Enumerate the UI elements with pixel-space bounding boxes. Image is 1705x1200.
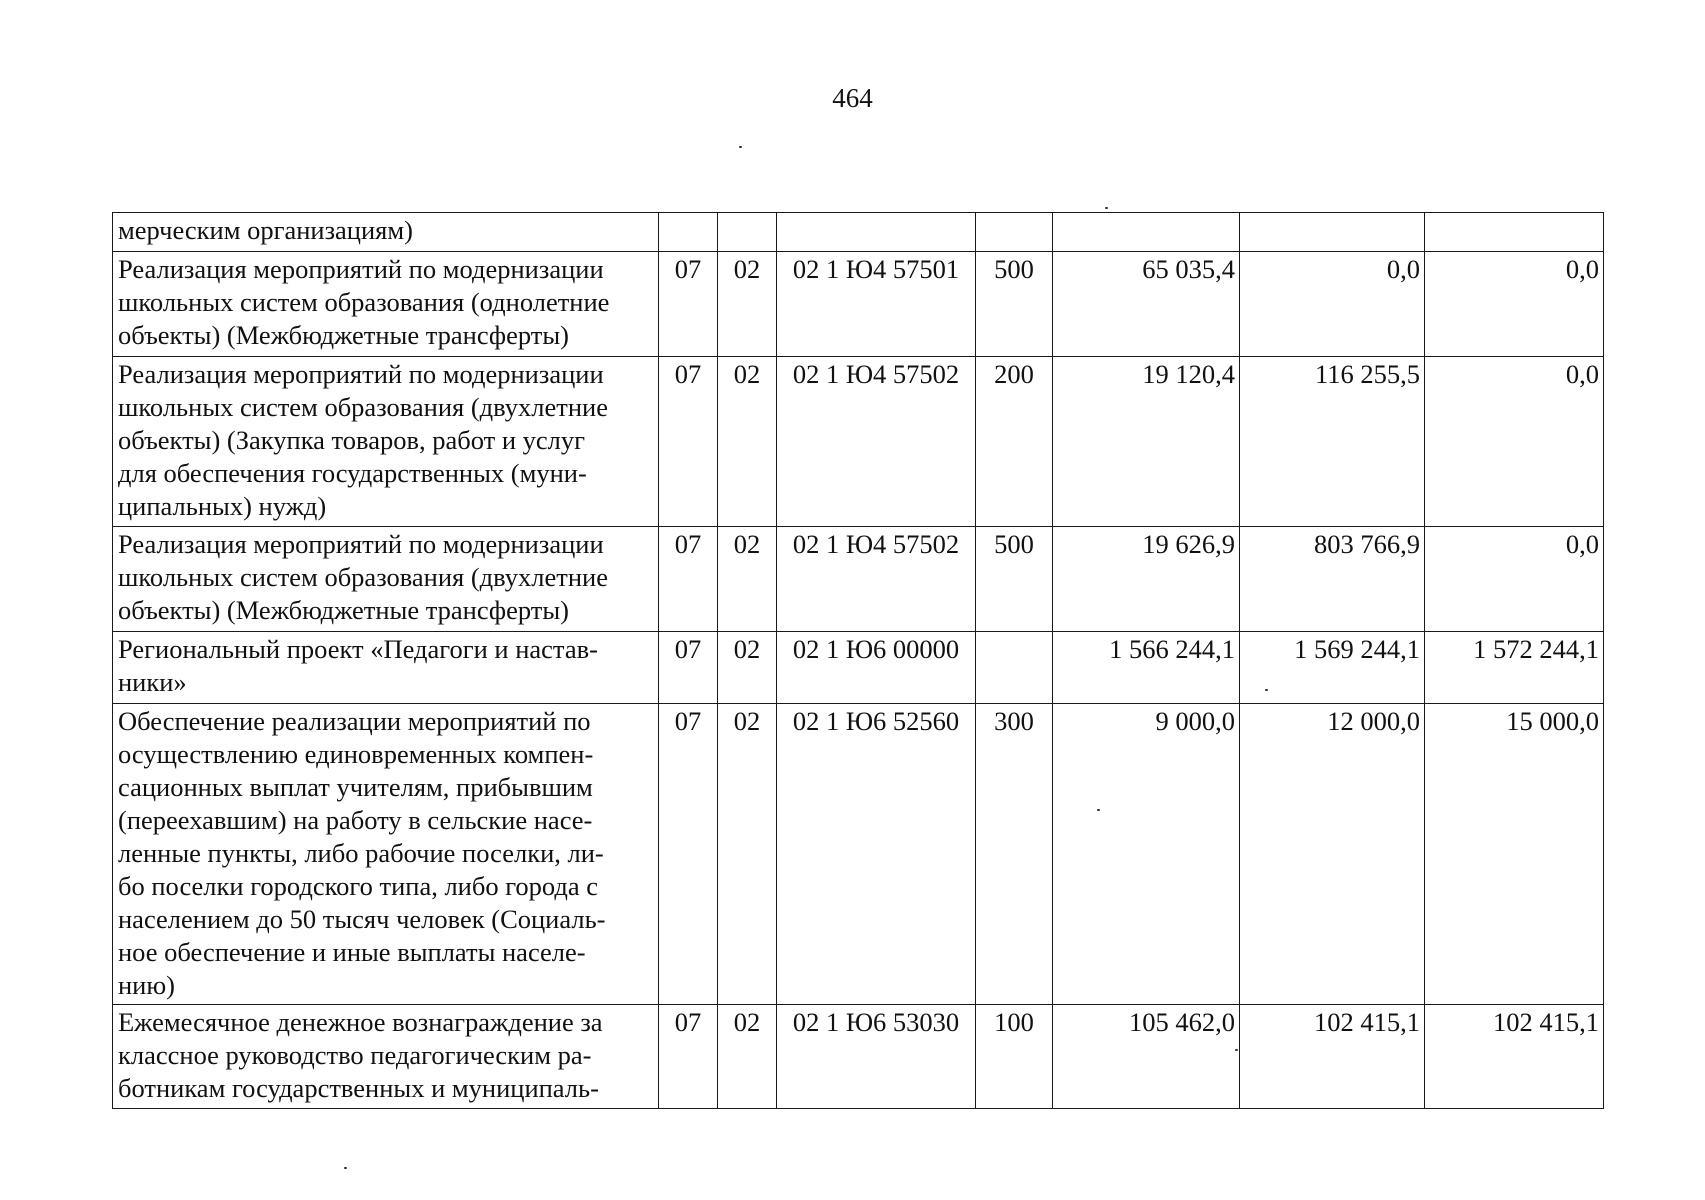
amount-year3-cell: 0,0 bbox=[1425, 527, 1604, 632]
expense-type-code-cell bbox=[976, 632, 1053, 704]
item-name-line: бо поселки городского типа, либо города с bbox=[118, 871, 599, 901]
expense-type-code-cell: 200 bbox=[976, 357, 1053, 527]
item-name-line: сационных выплат учителям, прибывшим bbox=[118, 772, 593, 802]
amount-year1-cell: 105 462,0 bbox=[1053, 1005, 1240, 1109]
item-name-line: объекты) (Закупка товаров, работ и услуг bbox=[118, 425, 585, 455]
section-code-cell: 07 bbox=[659, 1005, 718, 1109]
section-code-cell bbox=[659, 213, 718, 252]
subsection-code-cell: 02 bbox=[718, 527, 777, 632]
scan-speck bbox=[344, 1167, 347, 1169]
scan-speck bbox=[1105, 207, 1108, 209]
expense-type-code-cell bbox=[976, 213, 1053, 252]
expense-type-code-cell: 100 bbox=[976, 1005, 1053, 1109]
amount-year2-cell: 102 415,1 bbox=[1240, 1005, 1425, 1109]
item-name-line: Ежемесячное денежное вознаграждение за bbox=[118, 1007, 603, 1037]
section-code-cell: 07 bbox=[659, 357, 718, 527]
item-name-line: ное обеспечение и иные выплаты населе- bbox=[118, 937, 586, 967]
item-name-cell bbox=[113, 252, 659, 357]
amount-year1-cell: 19 120,4 bbox=[1053, 357, 1240, 527]
subsection-code-cell: 02 bbox=[718, 704, 777, 1005]
target-item-code-cell: 02 1 Ю6 52560 bbox=[777, 704, 976, 1005]
table-row bbox=[113, 632, 1604, 704]
table-body bbox=[113, 213, 1604, 1109]
item-name-line: Реализация мероприятий по модернизации bbox=[118, 254, 604, 284]
item-name-line: ники» bbox=[118, 667, 187, 697]
amount-year2-cell: 1 569 244,1 bbox=[1240, 632, 1425, 704]
table-row bbox=[113, 704, 1604, 1005]
item-name-line: школьных систем образования (однолетние bbox=[118, 287, 610, 317]
amount-year2-cell: 116 255,5 bbox=[1240, 357, 1425, 527]
budget-table bbox=[112, 212, 1604, 1109]
scan-speck bbox=[1235, 1049, 1238, 1051]
item-name-line: объекты) (Межбюджетные трансферты) bbox=[118, 320, 569, 350]
table-row bbox=[113, 1005, 1604, 1109]
section-code-cell: 07 bbox=[659, 252, 718, 357]
table-row bbox=[113, 213, 1604, 252]
table-row bbox=[113, 527, 1604, 632]
item-name-line: осуществлению единовременных компен- bbox=[118, 739, 594, 769]
item-name-line: школьных систем образования (двухлетние bbox=[118, 562, 608, 592]
subsection-code-cell bbox=[718, 213, 777, 252]
amount-year1-cell: 65 035,4 bbox=[1053, 252, 1240, 357]
amount-year3-cell: 0,0 bbox=[1425, 357, 1604, 527]
scan-speck bbox=[1265, 689, 1268, 691]
section-code-cell: 07 bbox=[659, 527, 718, 632]
target-item-code-cell: 02 1 Ю4 57502 bbox=[777, 357, 976, 527]
amount-year3-cell: 0,0 bbox=[1425, 252, 1604, 357]
item-name-line: объекты) (Межбюджетные трансферты) bbox=[118, 595, 569, 625]
item-name-line: школьных систем образования (двухлетние bbox=[118, 392, 608, 422]
item-name-line: Реализация мероприятий по модернизации bbox=[118, 359, 604, 389]
item-name-cell bbox=[113, 357, 659, 527]
amount-year3-cell bbox=[1425, 213, 1604, 252]
item-name-line: ботникам государственных и муниципаль- bbox=[118, 1073, 599, 1103]
item-name-cell bbox=[113, 213, 659, 252]
table-row bbox=[113, 357, 1604, 527]
item-name-cell bbox=[113, 1005, 659, 1109]
target-item-code-cell: 02 1 Ю6 53030 bbox=[777, 1005, 976, 1109]
item-name-line: классное руководство педагогическим ра- bbox=[118, 1040, 592, 1070]
amount-year1-cell bbox=[1053, 213, 1240, 252]
amount-year1-cell: 9 000,0 bbox=[1053, 704, 1240, 1005]
subsection-code-cell: 02 bbox=[718, 1005, 777, 1109]
item-name-line: Обеспечение реализации мероприятий по bbox=[118, 706, 591, 736]
amount-year3-cell: 15 000,0 bbox=[1425, 704, 1604, 1005]
amount-year3-cell: 102 415,1 bbox=[1425, 1005, 1604, 1109]
amount-year2-cell: 12 000,0 bbox=[1240, 704, 1425, 1005]
item-name-line: Реализация мероприятий по модернизации bbox=[118, 529, 604, 559]
amount-year3-cell: 1 572 244,1 bbox=[1425, 632, 1604, 704]
item-name-cell bbox=[113, 527, 659, 632]
subsection-code-cell: 02 bbox=[718, 632, 777, 704]
scan-speck bbox=[1097, 809, 1100, 811]
target-item-code-cell: 02 1 Ю6 00000 bbox=[777, 632, 976, 704]
amount-year2-cell bbox=[1240, 213, 1425, 252]
amount-year1-cell: 19 626,9 bbox=[1053, 527, 1240, 632]
section-code-cell: 07 bbox=[659, 632, 718, 704]
item-name-line: населением до 50 тысяч человек (Социаль- bbox=[118, 904, 606, 934]
item-name-line: нию) bbox=[118, 970, 175, 1000]
item-name-line: Региональный проект «Педагоги и настав- bbox=[118, 634, 598, 664]
target-item-code-cell bbox=[777, 213, 976, 252]
target-item-code-cell: 02 1 Ю4 57501 bbox=[777, 252, 976, 357]
section-code-cell: 07 bbox=[659, 704, 718, 1005]
expense-type-code-cell: 500 bbox=[976, 252, 1053, 357]
page-number: 464 bbox=[832, 83, 873, 113]
table-row bbox=[113, 252, 1604, 357]
target-item-code-cell: 02 1 Ю4 57502 bbox=[777, 527, 976, 632]
item-name-line: (переехавшим) на работу в сельские насе- bbox=[118, 805, 593, 835]
item-name-line: мерческим организациям) bbox=[118, 215, 413, 245]
item-name-line: ципальных) нужд) bbox=[118, 491, 327, 521]
scan-speck bbox=[739, 146, 742, 148]
subsection-code-cell: 02 bbox=[718, 252, 777, 357]
expense-type-code-cell: 300 bbox=[976, 704, 1053, 1005]
subsection-code-cell: 02 bbox=[718, 357, 777, 527]
amount-year1-cell: 1 566 244,1 bbox=[1053, 632, 1240, 704]
amount-year2-cell: 0,0 bbox=[1240, 252, 1425, 357]
item-name-cell bbox=[113, 704, 659, 1005]
amount-year2-cell: 803 766,9 bbox=[1240, 527, 1425, 632]
item-name-cell bbox=[113, 632, 659, 704]
item-name-line: для обеспечения государственных (муни- bbox=[118, 458, 587, 488]
item-name-line: ленные пункты, либо рабочие поселки, ли- bbox=[118, 838, 604, 868]
expense-type-code-cell: 500 bbox=[976, 527, 1053, 632]
